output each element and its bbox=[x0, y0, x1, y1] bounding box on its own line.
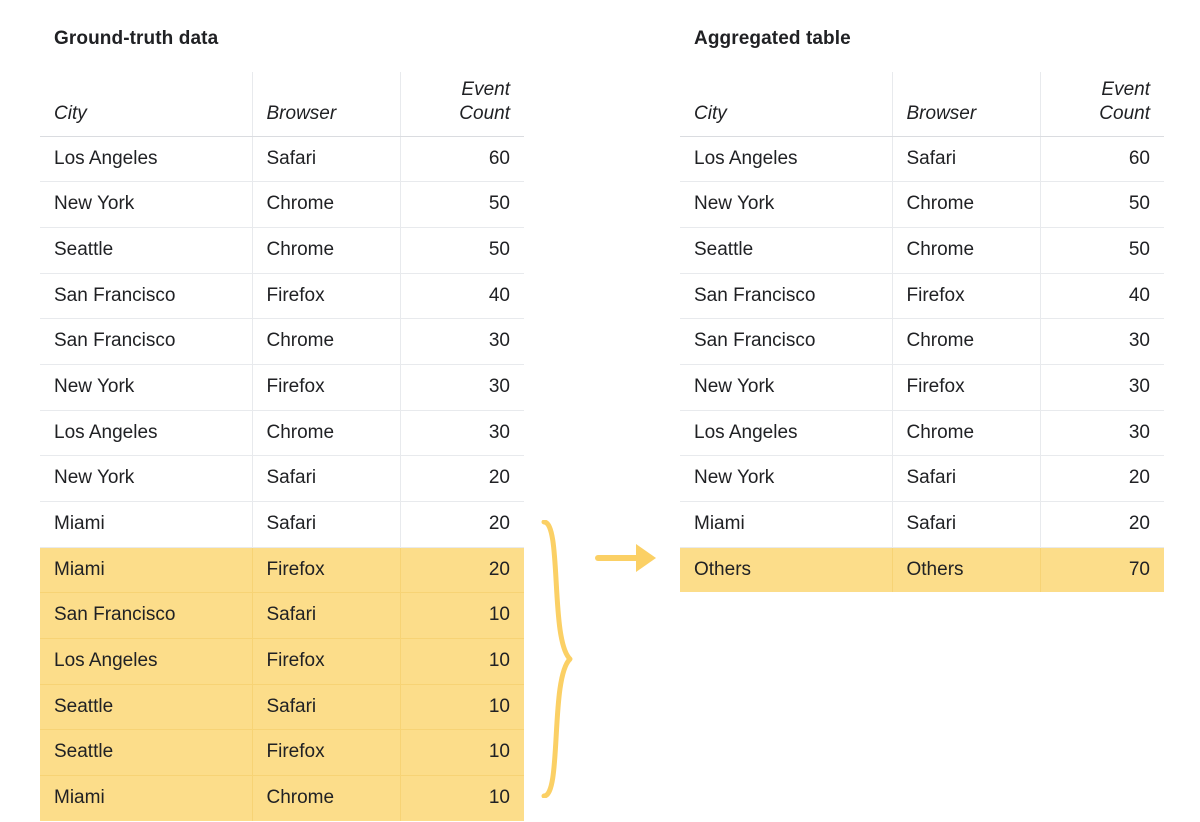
table-row bbox=[680, 502, 1164, 548]
cell-browser: Firefox bbox=[252, 364, 400, 410]
cell-city: San Francisco bbox=[40, 593, 252, 639]
cell-city: Los Angeles bbox=[680, 410, 892, 456]
cell-city: New York bbox=[680, 182, 892, 228]
curly-brace bbox=[540, 520, 586, 798]
table-row bbox=[680, 182, 1164, 228]
cell-browser: Safari bbox=[892, 502, 1040, 548]
table-row bbox=[40, 502, 524, 548]
cell-city: New York bbox=[40, 456, 252, 502]
cell-city: San Francisco bbox=[40, 319, 252, 365]
cell-event-count: 60 bbox=[1040, 136, 1164, 182]
aggregated-table bbox=[680, 72, 1164, 592]
table-row bbox=[40, 410, 524, 456]
cell-city: Los Angeles bbox=[680, 136, 892, 182]
table-row bbox=[680, 547, 1164, 592]
table-row bbox=[680, 319, 1164, 365]
cell-browser: Firefox bbox=[252, 730, 400, 776]
cell-event-count: 30 bbox=[1040, 364, 1164, 410]
cell-city: San Francisco bbox=[680, 273, 892, 319]
table-row bbox=[40, 547, 524, 593]
cell-browser: Others bbox=[892, 547, 1040, 592]
ground-truth-table-body bbox=[40, 136, 524, 821]
cell-browser: Chrome bbox=[892, 410, 1040, 456]
column-header-browser: Browser bbox=[892, 72, 1040, 136]
table-row bbox=[40, 639, 524, 685]
cell-city: San Francisco bbox=[40, 273, 252, 319]
cell-browser: Chrome bbox=[252, 319, 400, 365]
cell-city: Miami bbox=[40, 776, 252, 821]
cell-city: Los Angeles bbox=[40, 639, 252, 685]
cell-browser: Firefox bbox=[892, 273, 1040, 319]
table-row bbox=[680, 136, 1164, 182]
cell-browser: Safari bbox=[892, 456, 1040, 502]
table-row bbox=[40, 593, 524, 639]
cell-event-count: 20 bbox=[400, 547, 524, 593]
cell-event-count: 40 bbox=[1040, 273, 1164, 319]
cell-browser: Firefox bbox=[252, 639, 400, 685]
cell-city: New York bbox=[680, 364, 892, 410]
cell-browser: Chrome bbox=[252, 410, 400, 456]
cell-event-count: 30 bbox=[1040, 410, 1164, 456]
cell-event-count: 30 bbox=[400, 410, 524, 456]
cell-event-count: 10 bbox=[400, 776, 524, 821]
cell-event-count: 60 bbox=[400, 136, 524, 182]
cell-event-count: 50 bbox=[1040, 182, 1164, 228]
table-row bbox=[680, 273, 1164, 319]
arrow-right-icon bbox=[594, 538, 664, 578]
cell-browser: Safari bbox=[892, 136, 1040, 182]
cell-city: Los Angeles bbox=[40, 136, 252, 182]
cell-event-count: 20 bbox=[400, 456, 524, 502]
cell-browser: Chrome bbox=[252, 776, 400, 821]
table-row bbox=[680, 227, 1164, 273]
column-header-event-count: Event Count bbox=[1040, 72, 1164, 136]
cell-browser: Chrome bbox=[252, 182, 400, 228]
cell-city: Miami bbox=[40, 547, 252, 593]
cell-browser: Safari bbox=[252, 593, 400, 639]
cell-event-count: 10 bbox=[400, 684, 524, 730]
table-row bbox=[40, 136, 524, 182]
table-row bbox=[40, 273, 524, 319]
cell-browser: Safari bbox=[252, 456, 400, 502]
table-row bbox=[680, 456, 1164, 502]
column-header-city: City bbox=[680, 72, 892, 136]
cell-city: San Francisco bbox=[680, 319, 892, 365]
cell-event-count: 70 bbox=[1040, 547, 1164, 592]
cell-city: New York bbox=[680, 456, 892, 502]
cell-event-count: 20 bbox=[400, 502, 524, 548]
cell-event-count: 40 bbox=[400, 273, 524, 319]
ground-truth-panel bbox=[40, 28, 530, 821]
page-title-left: Ground-truth data bbox=[54, 28, 219, 49]
table-row bbox=[40, 319, 524, 365]
cell-event-count: 50 bbox=[1040, 227, 1164, 273]
cell-browser: Chrome bbox=[892, 319, 1040, 365]
cell-city: Seattle bbox=[40, 684, 252, 730]
cell-browser: Chrome bbox=[252, 227, 400, 273]
table-row bbox=[40, 684, 524, 730]
page-title-right: Aggregated table bbox=[694, 28, 851, 49]
cell-event-count: 10 bbox=[400, 639, 524, 685]
cell-browser: Firefox bbox=[252, 547, 400, 593]
cell-city: Seattle bbox=[680, 227, 892, 273]
cell-event-count: 30 bbox=[400, 319, 524, 365]
cell-event-count: 20 bbox=[1040, 456, 1164, 502]
cell-browser: Safari bbox=[252, 502, 400, 548]
table-row bbox=[40, 182, 524, 228]
cell-city: Seattle bbox=[40, 730, 252, 776]
cell-event-count: 10 bbox=[400, 730, 524, 776]
cell-event-count: 20 bbox=[1040, 502, 1164, 548]
table-row bbox=[680, 364, 1164, 410]
cell-city: Miami bbox=[40, 502, 252, 548]
cell-browser: Firefox bbox=[252, 273, 400, 319]
cell-browser: Chrome bbox=[892, 182, 1040, 228]
cell-event-count: 30 bbox=[400, 364, 524, 410]
cell-event-count: 50 bbox=[400, 182, 524, 228]
cell-city: Los Angeles bbox=[40, 410, 252, 456]
cell-event-count: 10 bbox=[400, 593, 524, 639]
cell-city: New York bbox=[40, 364, 252, 410]
aggregated-panel bbox=[680, 28, 1170, 592]
column-header-event-count: Event Count bbox=[400, 72, 524, 136]
cell-browser: Safari bbox=[252, 136, 400, 182]
ground-truth-table bbox=[40, 72, 524, 821]
table-row bbox=[40, 730, 524, 776]
aggregated-table-body bbox=[680, 136, 1164, 592]
cell-city: New York bbox=[40, 182, 252, 228]
table-header-row bbox=[40, 72, 524, 136]
table-row bbox=[40, 776, 524, 821]
cell-browser: Firefox bbox=[892, 364, 1040, 410]
table-header-row bbox=[680, 72, 1164, 136]
table-row bbox=[40, 227, 524, 273]
column-header-city: City bbox=[40, 72, 252, 136]
cell-city: Others bbox=[680, 547, 892, 592]
cell-browser: Safari bbox=[252, 684, 400, 730]
table-row bbox=[680, 410, 1164, 456]
connector-group bbox=[528, 520, 678, 810]
cell-city: Miami bbox=[680, 502, 892, 548]
cell-browser: Chrome bbox=[892, 227, 1040, 273]
table-row bbox=[40, 364, 524, 410]
table-row bbox=[40, 456, 524, 502]
cell-event-count: 30 bbox=[1040, 319, 1164, 365]
cell-city: Seattle bbox=[40, 227, 252, 273]
cell-event-count: 50 bbox=[400, 227, 524, 273]
column-header-browser: Browser bbox=[252, 72, 400, 136]
